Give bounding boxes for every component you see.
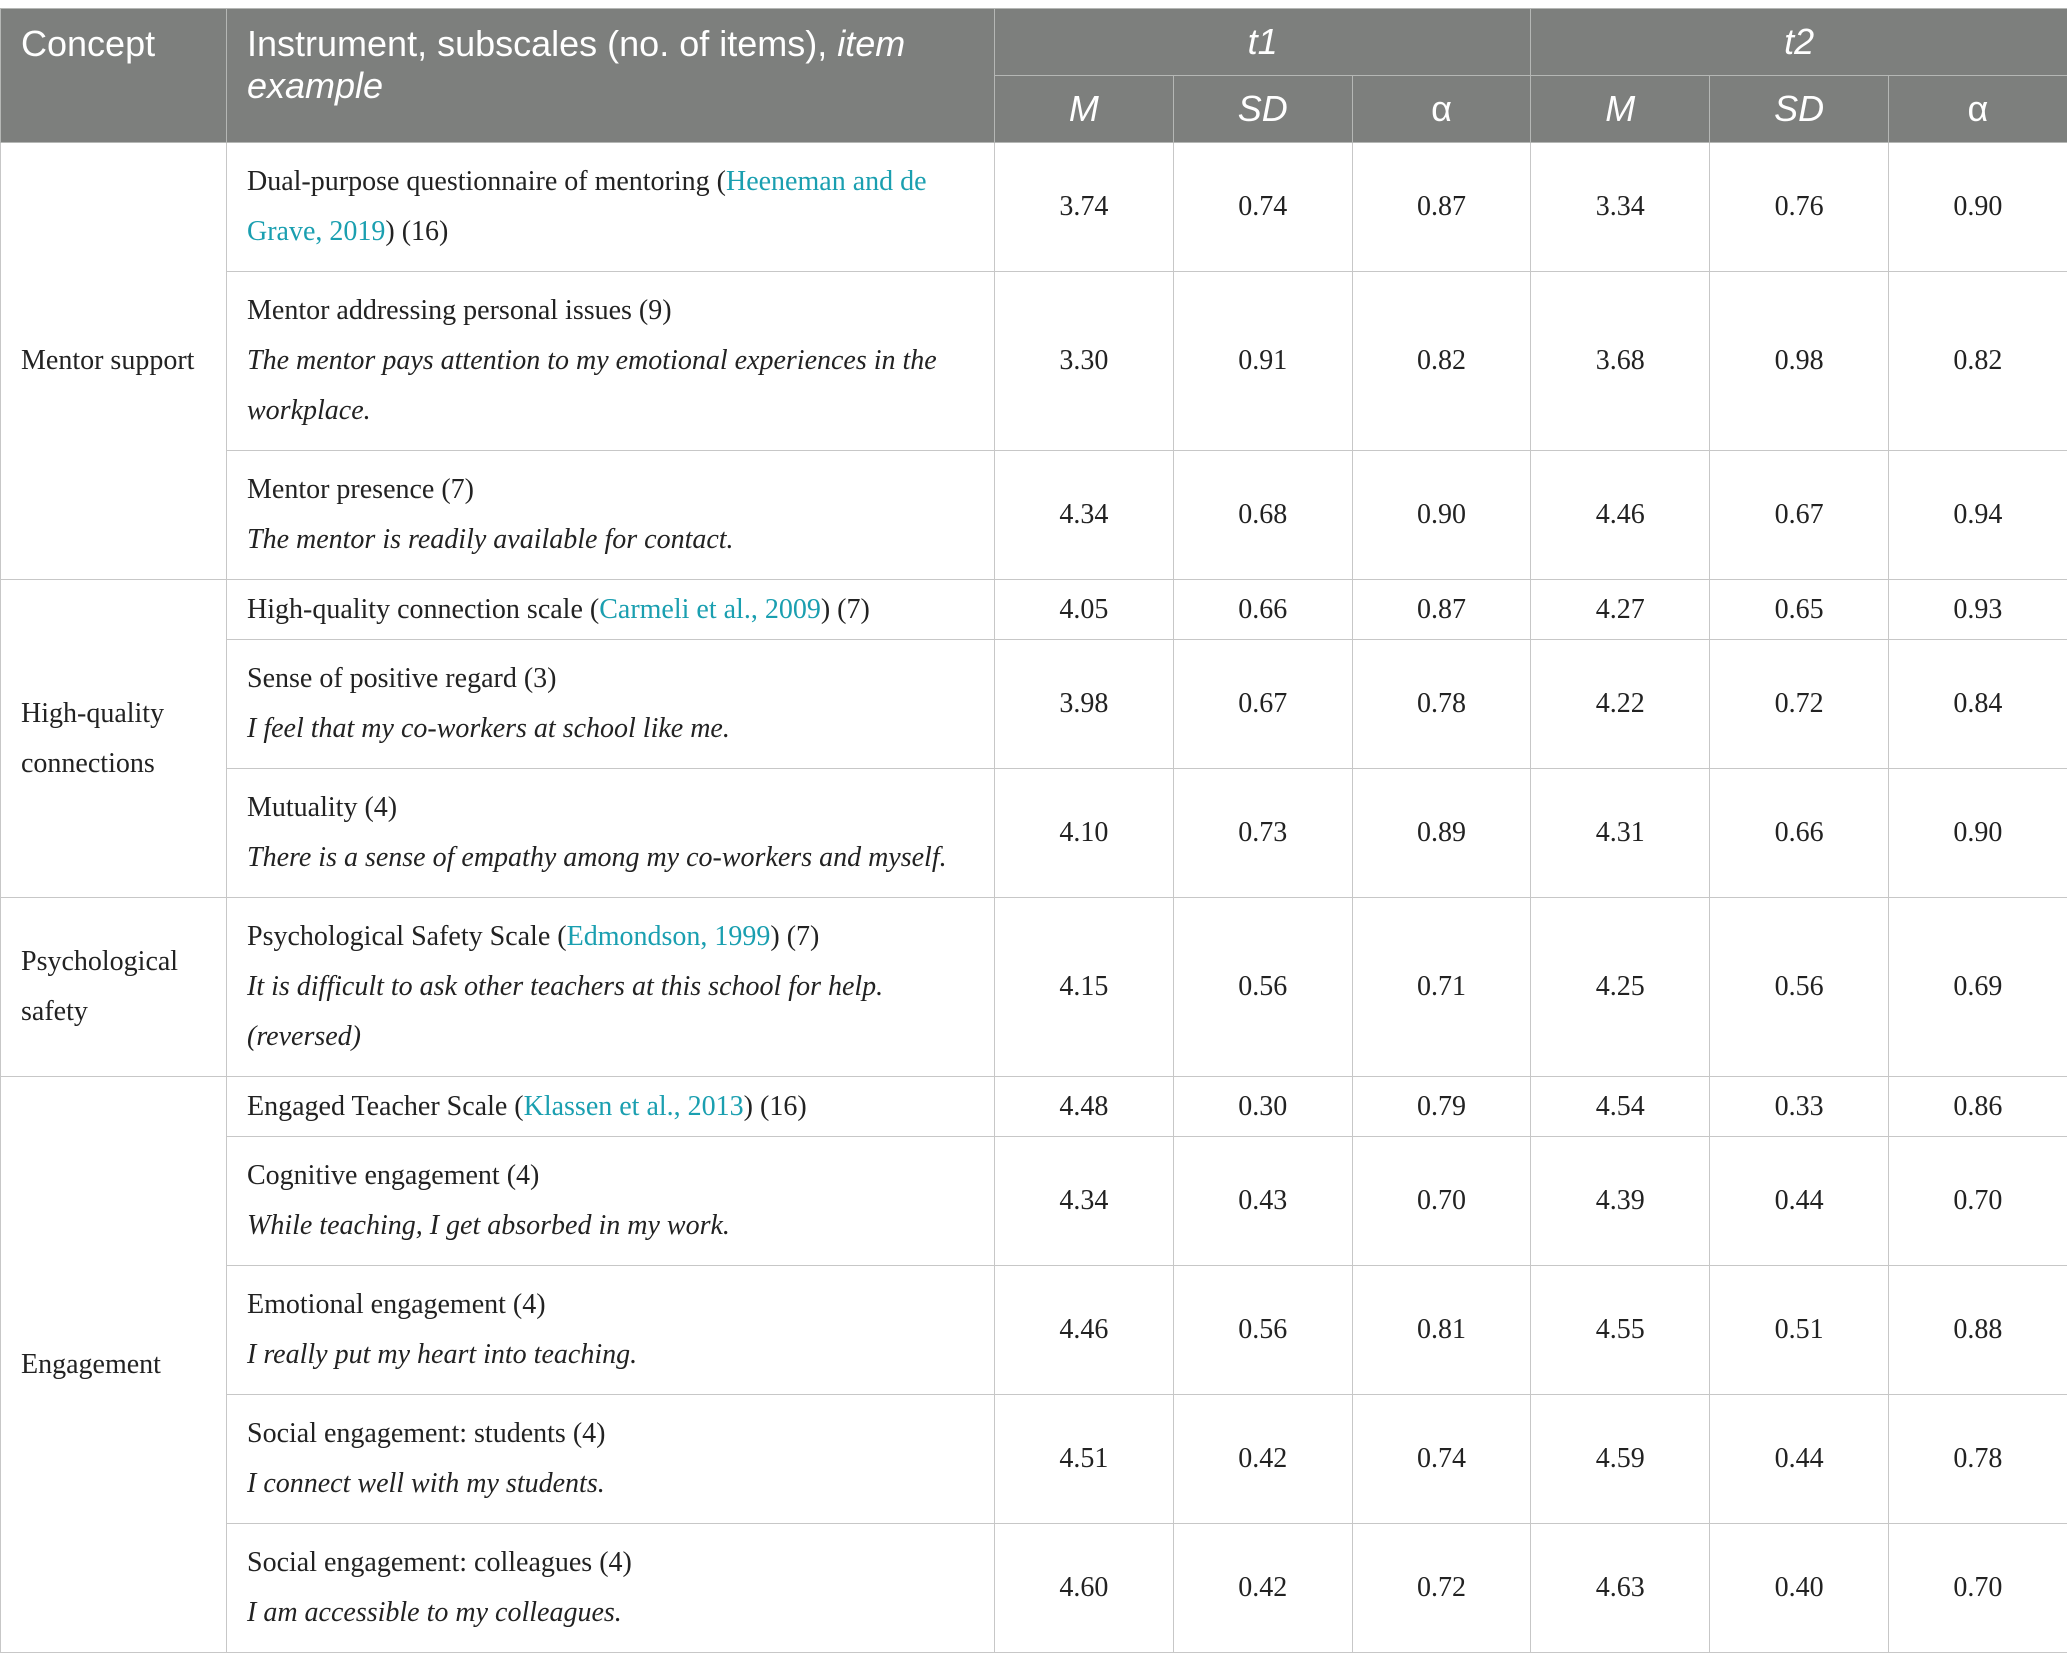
t2-sd: 0.44 [1710, 1137, 1889, 1266]
t1-sd: 0.66 [1173, 580, 1352, 640]
instrument-cell [227, 1137, 995, 1266]
citation-link[interactable]: Edmondson, 1999 [567, 921, 771, 952]
t2-alpha: 0.78 [1888, 1395, 2067, 1524]
table-row [1, 1266, 2067, 1395]
t1-mean: 4.05 [995, 580, 1174, 640]
instrument-name: Engaged Teacher Scale ( [247, 1091, 524, 1122]
t2-alpha: 0.88 [1888, 1266, 2067, 1395]
t1-sd: 0.91 [1173, 272, 1352, 451]
instrument-cell [227, 143, 995, 272]
item-example: The mentor is readily available for contact. [247, 515, 974, 565]
t2-alpha: 0.93 [1888, 580, 2067, 640]
table-row [1, 898, 2067, 1077]
item-example: I feel that my co-workers at school like me. [247, 704, 974, 754]
header-t2: t2 [1531, 9, 2067, 76]
table-row [1, 640, 2067, 769]
t2-sd: 0.66 [1710, 769, 1889, 898]
subscale-title: Social engagement: colleagues (4) [247, 1538, 974, 1588]
header-instrument-italic: item example [247, 23, 905, 106]
t1-alpha: 0.87 [1352, 143, 1531, 272]
table-row [1, 1137, 2067, 1266]
item-example: There is a sense of empathy among my co-workers and myself. [247, 833, 974, 883]
instrument-cell [227, 1524, 995, 1653]
t1-mean: 3.30 [995, 272, 1174, 451]
t1-alpha: 0.78 [1352, 640, 1531, 769]
table-row [1, 143, 2067, 272]
citation-link[interactable]: Carmeli et al., 2009 [599, 594, 821, 625]
concept-cell: Mentor support [1, 143, 227, 580]
t2-mean: 3.34 [1531, 143, 1710, 272]
instrument-cell [227, 1266, 995, 1395]
t1-sd: 0.56 [1173, 1266, 1352, 1395]
t2-sd: 0.40 [1710, 1524, 1889, 1653]
t1-alpha: 0.87 [1352, 580, 1531, 640]
t1-sd: 0.67 [1173, 640, 1352, 769]
t2-alpha: 0.70 [1888, 1137, 2067, 1266]
citation-link[interactable]: Klassen et al., 2013 [524, 1091, 744, 1122]
instrument-cell [227, 1077, 995, 1137]
header-t1-sd: SD [1173, 76, 1352, 143]
t2-mean: 4.31 [1531, 769, 1710, 898]
table-row [1, 272, 2067, 451]
item-example: It is difficult to ask other teachers at this school for help. (reversed) [247, 962, 974, 1062]
subscale-title: Cognitive engagement (4) [247, 1151, 974, 1201]
t1-alpha: 0.89 [1352, 769, 1531, 898]
statistics-table [0, 8, 2067, 1653]
t2-alpha: 0.90 [1888, 769, 2067, 898]
instrument-cell [227, 451, 995, 580]
table-body [1, 143, 2067, 1653]
t2-mean: 4.59 [1531, 1395, 1710, 1524]
t1-sd: 0.74 [1173, 143, 1352, 272]
t1-mean: 3.98 [995, 640, 1174, 769]
instrument-cell [227, 272, 995, 451]
concept-cell: High-quality connections [1, 580, 227, 898]
subscale-title: Sense of positive regard (3) [247, 654, 974, 704]
table-row [1, 1077, 2067, 1137]
t1-mean: 4.34 [995, 1137, 1174, 1266]
instrument-name: Dual-purpose questionnaire of mentoring ( [247, 166, 726, 197]
t1-sd: 0.56 [1173, 898, 1352, 1077]
item-example: The mentor pays attention to my emotional experiences in the workplace. [247, 336, 974, 436]
item-count: ) (16) [744, 1091, 807, 1122]
t2-mean: 4.25 [1531, 898, 1710, 1077]
item-example: I really put my heart into teaching. [247, 1330, 974, 1380]
t2-alpha: 0.86 [1888, 1077, 2067, 1137]
t2-mean: 4.39 [1531, 1137, 1710, 1266]
t1-mean: 4.34 [995, 451, 1174, 580]
t1-sd: 0.42 [1173, 1524, 1352, 1653]
instrument-name: Psychological Safety Scale (Edmondson, 1999) (7) [247, 912, 974, 962]
t2-mean: 4.54 [1531, 1077, 1710, 1137]
t2-mean: 4.63 [1531, 1524, 1710, 1653]
t1-alpha: 0.79 [1352, 1077, 1531, 1137]
t2-mean: 3.68 [1531, 272, 1710, 451]
instrument-cell [227, 769, 995, 898]
t2-mean: 4.46 [1531, 451, 1710, 580]
t2-alpha: 0.84 [1888, 640, 2067, 769]
item-count: ) (16) [385, 216, 448, 247]
subscale-title: Emotional engagement (4) [247, 1280, 974, 1330]
item-count: ) (7) [821, 594, 870, 625]
concept-cell: Psychological safety [1, 898, 227, 1077]
table-row [1, 580, 2067, 640]
header-t1: t1 [995, 9, 1531, 76]
t2-mean: 4.22 [1531, 640, 1710, 769]
subscale-title: Mutuality (4) [247, 783, 974, 833]
t2-alpha: 0.94 [1888, 451, 2067, 580]
table-row [1, 1524, 2067, 1653]
t2-sd: 0.51 [1710, 1266, 1889, 1395]
header-instrument [227, 9, 995, 143]
instrument-name: High-quality connection scale ( [247, 594, 599, 625]
t2-mean: 4.55 [1531, 1266, 1710, 1395]
t1-mean: 4.51 [995, 1395, 1174, 1524]
subscale-title: Mentor presence (7) [247, 465, 974, 515]
t1-sd: 0.73 [1173, 769, 1352, 898]
t2-alpha: 0.90 [1888, 143, 2067, 272]
header-t2-m: M [1531, 76, 1710, 143]
item-example: I am accessible to my colleagues. [247, 1588, 974, 1638]
subscale-title: Mentor addressing personal issues (9) [247, 286, 974, 336]
item-example: While teaching, I get absorbed in my work. [247, 1201, 974, 1251]
t1-alpha: 0.72 [1352, 1524, 1531, 1653]
t2-alpha: 0.69 [1888, 898, 2067, 1077]
concept-cell: Engagement [1, 1077, 227, 1653]
item-example: I connect well with my students. [247, 1459, 974, 1509]
t1-mean: 3.74 [995, 143, 1174, 272]
t1-alpha: 0.90 [1352, 451, 1531, 580]
subscale-title: Social engagement: students (4) [247, 1409, 974, 1459]
table-row [1, 451, 2067, 580]
instrument-cell [227, 898, 995, 1077]
t2-alpha: 0.70 [1888, 1524, 2067, 1653]
t1-mean: 4.15 [995, 898, 1174, 1077]
header-t2-alpha: α [1888, 76, 2067, 143]
table-row [1, 1395, 2067, 1524]
t1-alpha: 0.71 [1352, 898, 1531, 1077]
table-header [1, 9, 2067, 143]
t1-alpha: 0.81 [1352, 1266, 1531, 1395]
instrument-cell [227, 640, 995, 769]
t1-mean: 4.46 [995, 1266, 1174, 1395]
t1-mean: 4.60 [995, 1524, 1174, 1653]
header-concept: Concept [1, 9, 227, 143]
t2-sd: 0.65 [1710, 580, 1889, 640]
t1-mean: 4.48 [995, 1077, 1174, 1137]
t2-alpha: 0.82 [1888, 272, 2067, 451]
t2-sd: 0.33 [1710, 1077, 1889, 1137]
instrument-cell [227, 580, 995, 640]
t1-sd: 0.42 [1173, 1395, 1352, 1524]
t2-sd: 0.44 [1710, 1395, 1889, 1524]
t1-sd: 0.30 [1173, 1077, 1352, 1137]
t1-alpha: 0.70 [1352, 1137, 1531, 1266]
header-t2-sd: SD [1710, 76, 1889, 143]
instrument-cell [227, 1395, 995, 1524]
t1-alpha: 0.74 [1352, 1395, 1531, 1524]
t1-sd: 0.68 [1173, 451, 1352, 580]
t1-mean: 4.10 [995, 769, 1174, 898]
header-t1-alpha: α [1352, 76, 1531, 143]
t2-sd: 0.56 [1710, 898, 1889, 1077]
t2-sd: 0.76 [1710, 143, 1889, 272]
t2-mean: 4.27 [1531, 580, 1710, 640]
t1-sd: 0.43 [1173, 1137, 1352, 1266]
t2-sd: 0.72 [1710, 640, 1889, 769]
t2-sd: 0.98 [1710, 272, 1889, 451]
header-instrument-text: Instrument, subscales (no. of items), [247, 23, 837, 64]
table-row [1, 769, 2067, 898]
t1-alpha: 0.82 [1352, 272, 1531, 451]
citation-link[interactable]: Heeneman and de Grave, 2019 [247, 166, 927, 247]
header-t1-m: M [995, 76, 1174, 143]
t2-sd: 0.67 [1710, 451, 1889, 580]
